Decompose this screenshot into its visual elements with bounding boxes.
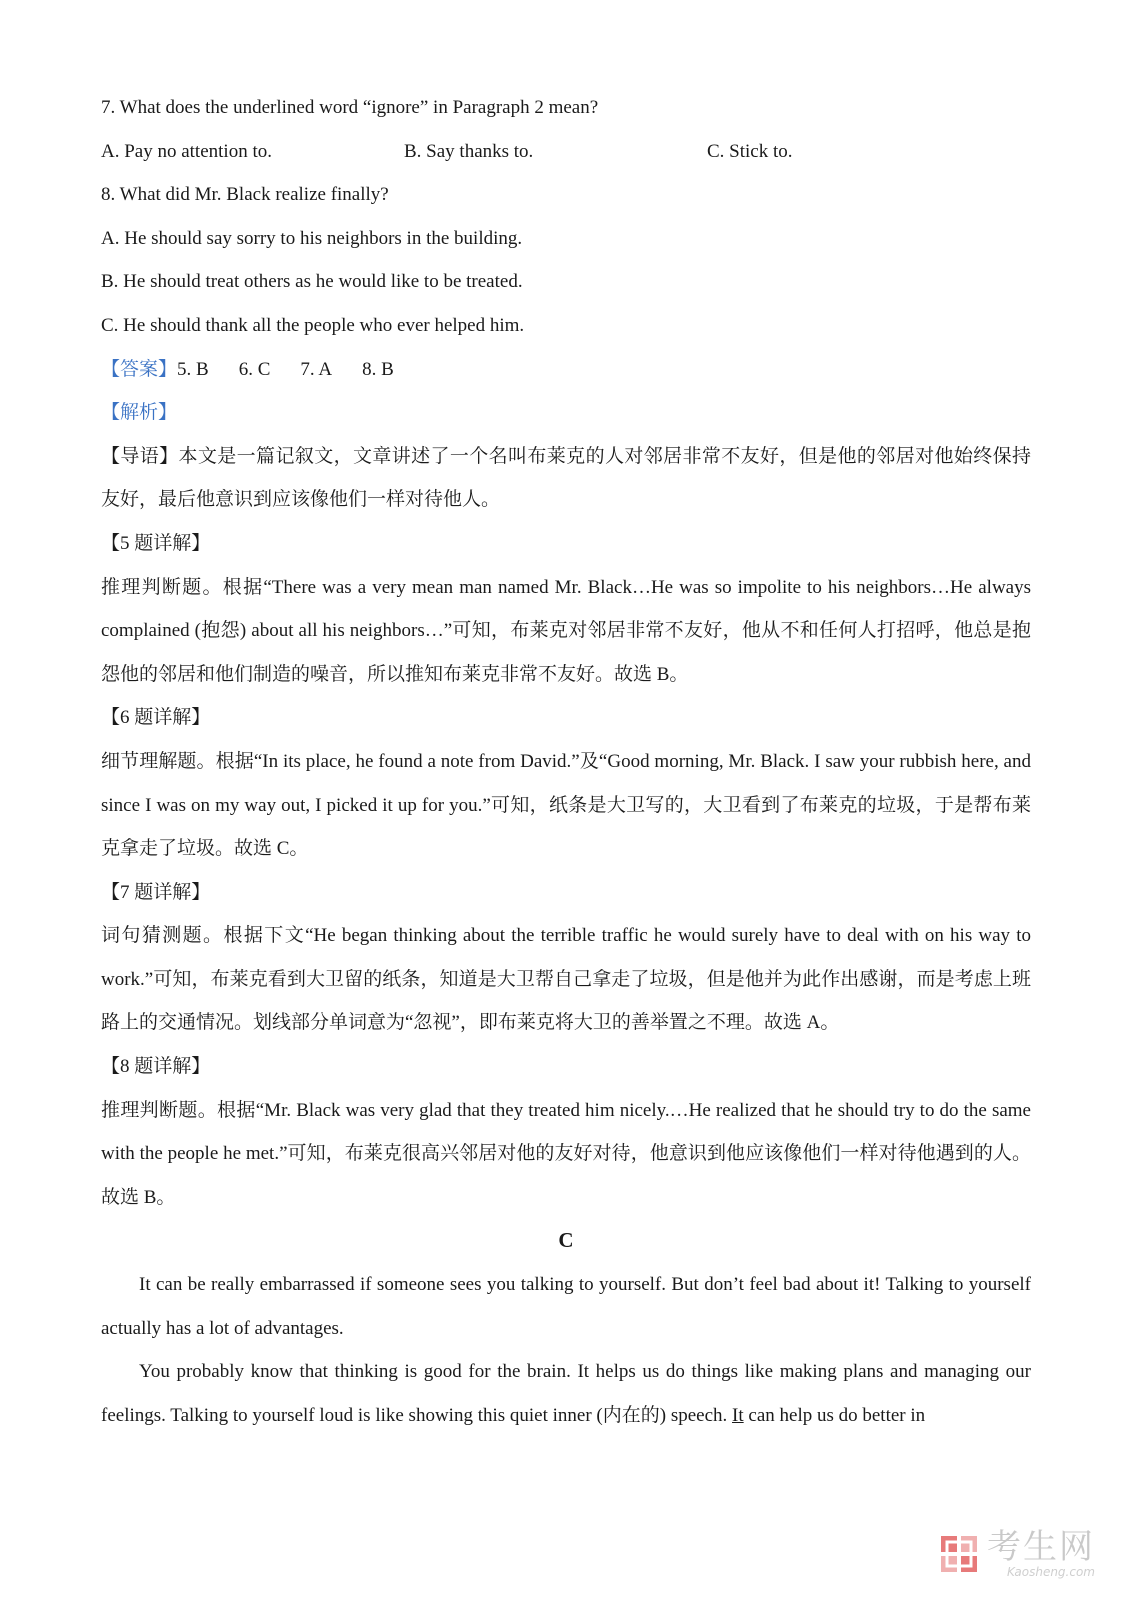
section-c-paragraph-2 [101, 1350, 1031, 1437]
answer-item: 8. B [362, 358, 394, 380]
kaosheng-logo-icon [939, 1534, 979, 1574]
detail-7-text: 词句猜测题。根据下文“He began thinking about the terrible traffic he would surely have to deal with on his way to work.”可知，布莱克看到大卫留的纸条，知道是大卫帮自己拿走了垃圾，但是他并为此作出感谢，而是考虑上班路上的交通情况。划线部分单词意为“忽视”，即布莱克将大卫的善举置之不理。故选 A。 [101, 925, 1031, 1034]
answer-item: 6. C [238, 358, 271, 380]
watermark-en: Kaosheng.com [1006, 1565, 1095, 1579]
intro-paragraph: 【导语】本文是一篇记叙文，文章讲述了一个名叫布莱克的人对邻居非常不友好，但是他的邻居对他始终保持友好，最后他意识到应该像他们一样对待他人。 [101, 445, 1031, 511]
q7-option-a: A. Pay no attention to. [101, 140, 272, 162]
analysis-label: 【解析】 [101, 402, 178, 424]
underlined-word: It [732, 1404, 744, 1426]
q7-options [101, 130, 1031, 174]
para2-text-after: can help us do better in [743, 1404, 926, 1426]
q7-question: 7. What does the underlined word “ignore” in Paragraph 2 mean? [101, 97, 599, 118]
detail-8-heading: 【8 题详解】 [101, 1056, 211, 1078]
detail-8-text: 推理判断题。根据“Mr. Black was very glad that they treated him nicely.…He realized that he should try to do the same with the people he met.”可知，布莱克很高兴邻居对他的友好对待，他意识到他应该像他们一样对待他遇到的人。故选 B。 [101, 1099, 1031, 1208]
q8-option-b: B. He should treat others as he would like to be treated. [101, 271, 523, 293]
para2-text-before: You probably know that thinking is good for the brain. It helps us do things like making plans and managing our feelings. Talking to yourself loud is like showing this quiet inner (内在的) speech. [101, 1361, 1031, 1426]
detail-5-heading: 【5 题详解】 [101, 532, 211, 554]
answer-item: 7. A [300, 358, 333, 380]
detail-5-text: 推理判断题。根据“There was a very mean man named Mr. Black…He was so impolite to his neighbors…He always complained (抱怨) about all his neighbors…”可知，布莱克对邻居非常不友好，他从不和任何人打招呼，他总是抱怨他的邻居和他们制造的噪音，所以推知布莱克非常不友好。故选 B。 [101, 576, 1031, 685]
detail-6-text: 细节理解题。根据“In its place, he found a note from David.”及“Good morning, Mr. Black. I saw your rubbish here, and since I was on my way out, I picked it up for you.”可知，纸条是大卫写的，大卫看到了布莱克的垃圾，于是帮布莱克拿走了垃圾。故选 C。 [101, 750, 1031, 860]
section-c-title: C [558, 1228, 574, 1253]
answer-label: 【答案】 [101, 358, 178, 380]
detail-7-heading: 【7 题详解】 [101, 881, 211, 903]
q8-question: 8. What did Mr. Black realize finally? [101, 184, 389, 206]
detail-6-heading: 【6 题详解】 [101, 707, 211, 729]
document-page [101, 86, 1031, 1437]
watermark [939, 1527, 1095, 1579]
answer-item: 5. B [177, 358, 209, 380]
answer-line [101, 348, 1031, 392]
q8-option-a: A. He should say sorry to his neighbors in the building. [101, 227, 523, 249]
section-c-paragraph-1: It can be really embarrassed if someone sees you talking to yourself. But don’t feel bad about it! Talking to yourself actually has a lot of advantages. [101, 1274, 1031, 1339]
q8-option-c: C. He should thank all the people who ever helped him. [101, 314, 525, 336]
q7-option-b: B. Say thanks to. [404, 140, 534, 162]
q7-option-c: C. Stick to. [707, 140, 793, 162]
watermark-cn: 考生网 [987, 1527, 1095, 1567]
